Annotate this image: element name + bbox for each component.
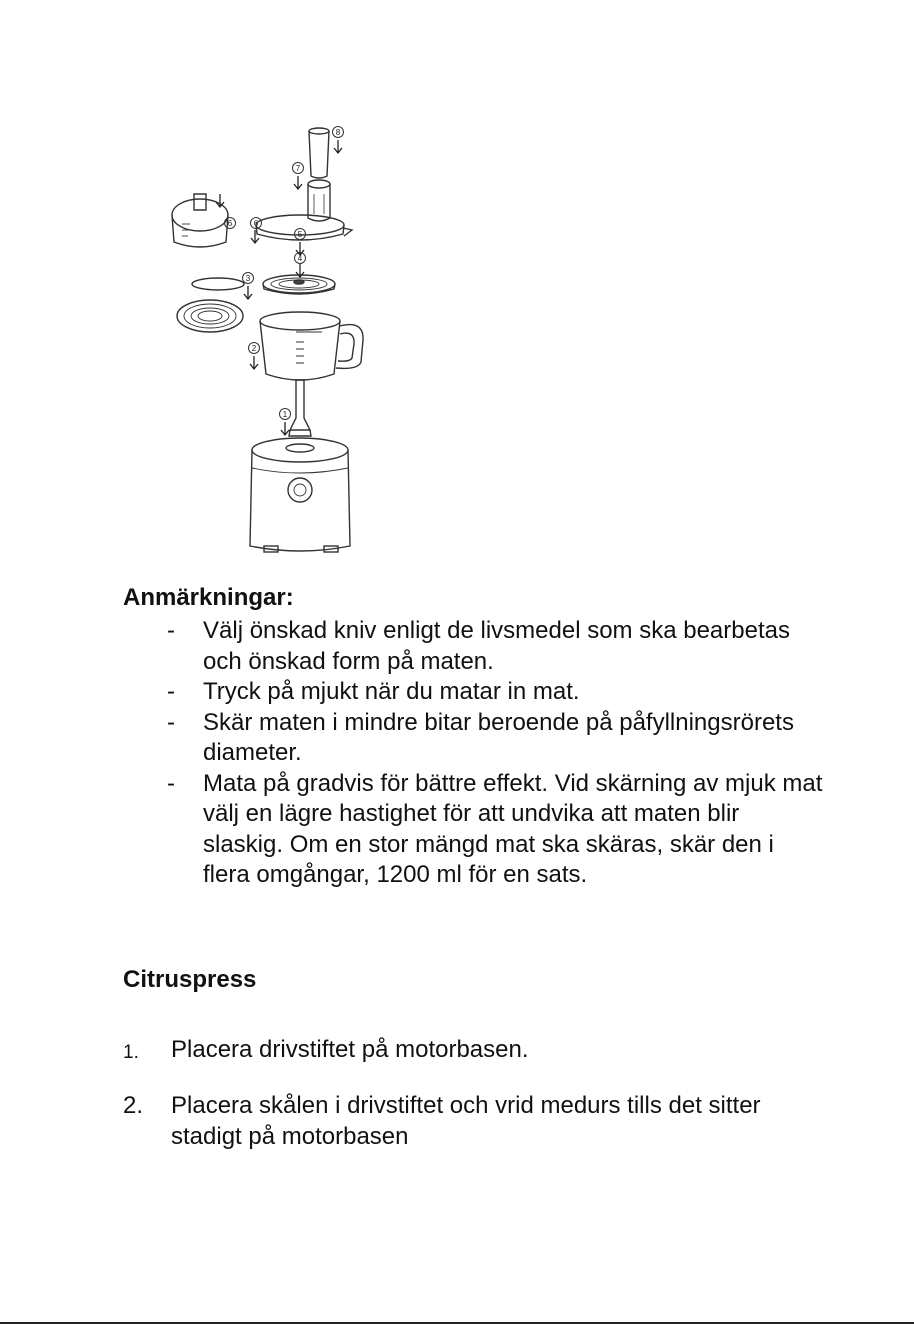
step-number: 2. bbox=[123, 1092, 144, 1119]
list-item bbox=[123, 1091, 823, 1152]
bullet-dash: - bbox=[167, 617, 175, 644]
step-number-2: 2 bbox=[251, 344, 257, 353]
notes-heading: Anmärkningar: bbox=[123, 584, 294, 611]
list-item bbox=[123, 708, 823, 769]
note-text: Skär maten i mindre bitar beroende på påfyllningsrörets diameter. bbox=[203, 708, 794, 766]
list-item bbox=[123, 1035, 823, 1066]
drive-shaft-part bbox=[289, 380, 311, 436]
bullet-dash: - bbox=[167, 769, 175, 797]
step-number-6a: 6 bbox=[227, 219, 233, 228]
note-text: Välj önskad kniv enligt de livsmedel som ska bearbetas och önskad form på maten. bbox=[203, 617, 790, 675]
lid-part bbox=[253, 215, 352, 240]
list-item bbox=[123, 677, 823, 708]
bowl-part bbox=[260, 312, 363, 380]
notes-list bbox=[123, 616, 823, 891]
step-text: Placera drivstiftet på motorbasen. bbox=[171, 1036, 529, 1063]
citruspress-step-1 bbox=[123, 1035, 823, 1066]
grating-disc-part bbox=[177, 278, 244, 332]
list-item bbox=[123, 769, 823, 891]
slicing-disc-part bbox=[263, 275, 335, 294]
step-number-8: 8 bbox=[335, 128, 341, 137]
step-text: Placera skålen i drivstiftet och vrid medurs tills det sitter stadigt på motorbasen bbox=[171, 1092, 761, 1150]
step-number-7: 7 bbox=[295, 164, 301, 173]
citruspress-step-2 bbox=[123, 1091, 823, 1152]
step-number-1: 1 bbox=[282, 410, 288, 419]
assembly-diagram bbox=[160, 118, 390, 566]
step-number-5: 5 bbox=[297, 230, 303, 239]
step-number-4: 4 bbox=[297, 254, 303, 263]
step-number-markers bbox=[225, 127, 344, 420]
step-number: 1. bbox=[123, 1042, 139, 1063]
assembly-illustration bbox=[160, 118, 390, 566]
motor-base-part bbox=[250, 438, 350, 552]
bullet-dash: - bbox=[167, 678, 175, 705]
bullet-dash: - bbox=[167, 708, 175, 736]
list-item bbox=[123, 616, 823, 677]
step-number-3: 3 bbox=[245, 274, 251, 283]
pusher-part bbox=[309, 128, 329, 178]
citruspress-heading: Citruspress bbox=[123, 966, 257, 993]
step-number-6b: 6 bbox=[253, 219, 259, 228]
note-text: Mata på gradvis för bättre effekt. Vid skärning av mjuk mat välj en lägre hastighet för att undvika att maten blir slaskig. Om en stor mängd mat ska skäras, skär den i flera omgångar, 1200 ml för en sats. bbox=[203, 769, 823, 888]
note-text: Tryck på mjukt när du matar in mat. bbox=[203, 678, 580, 705]
